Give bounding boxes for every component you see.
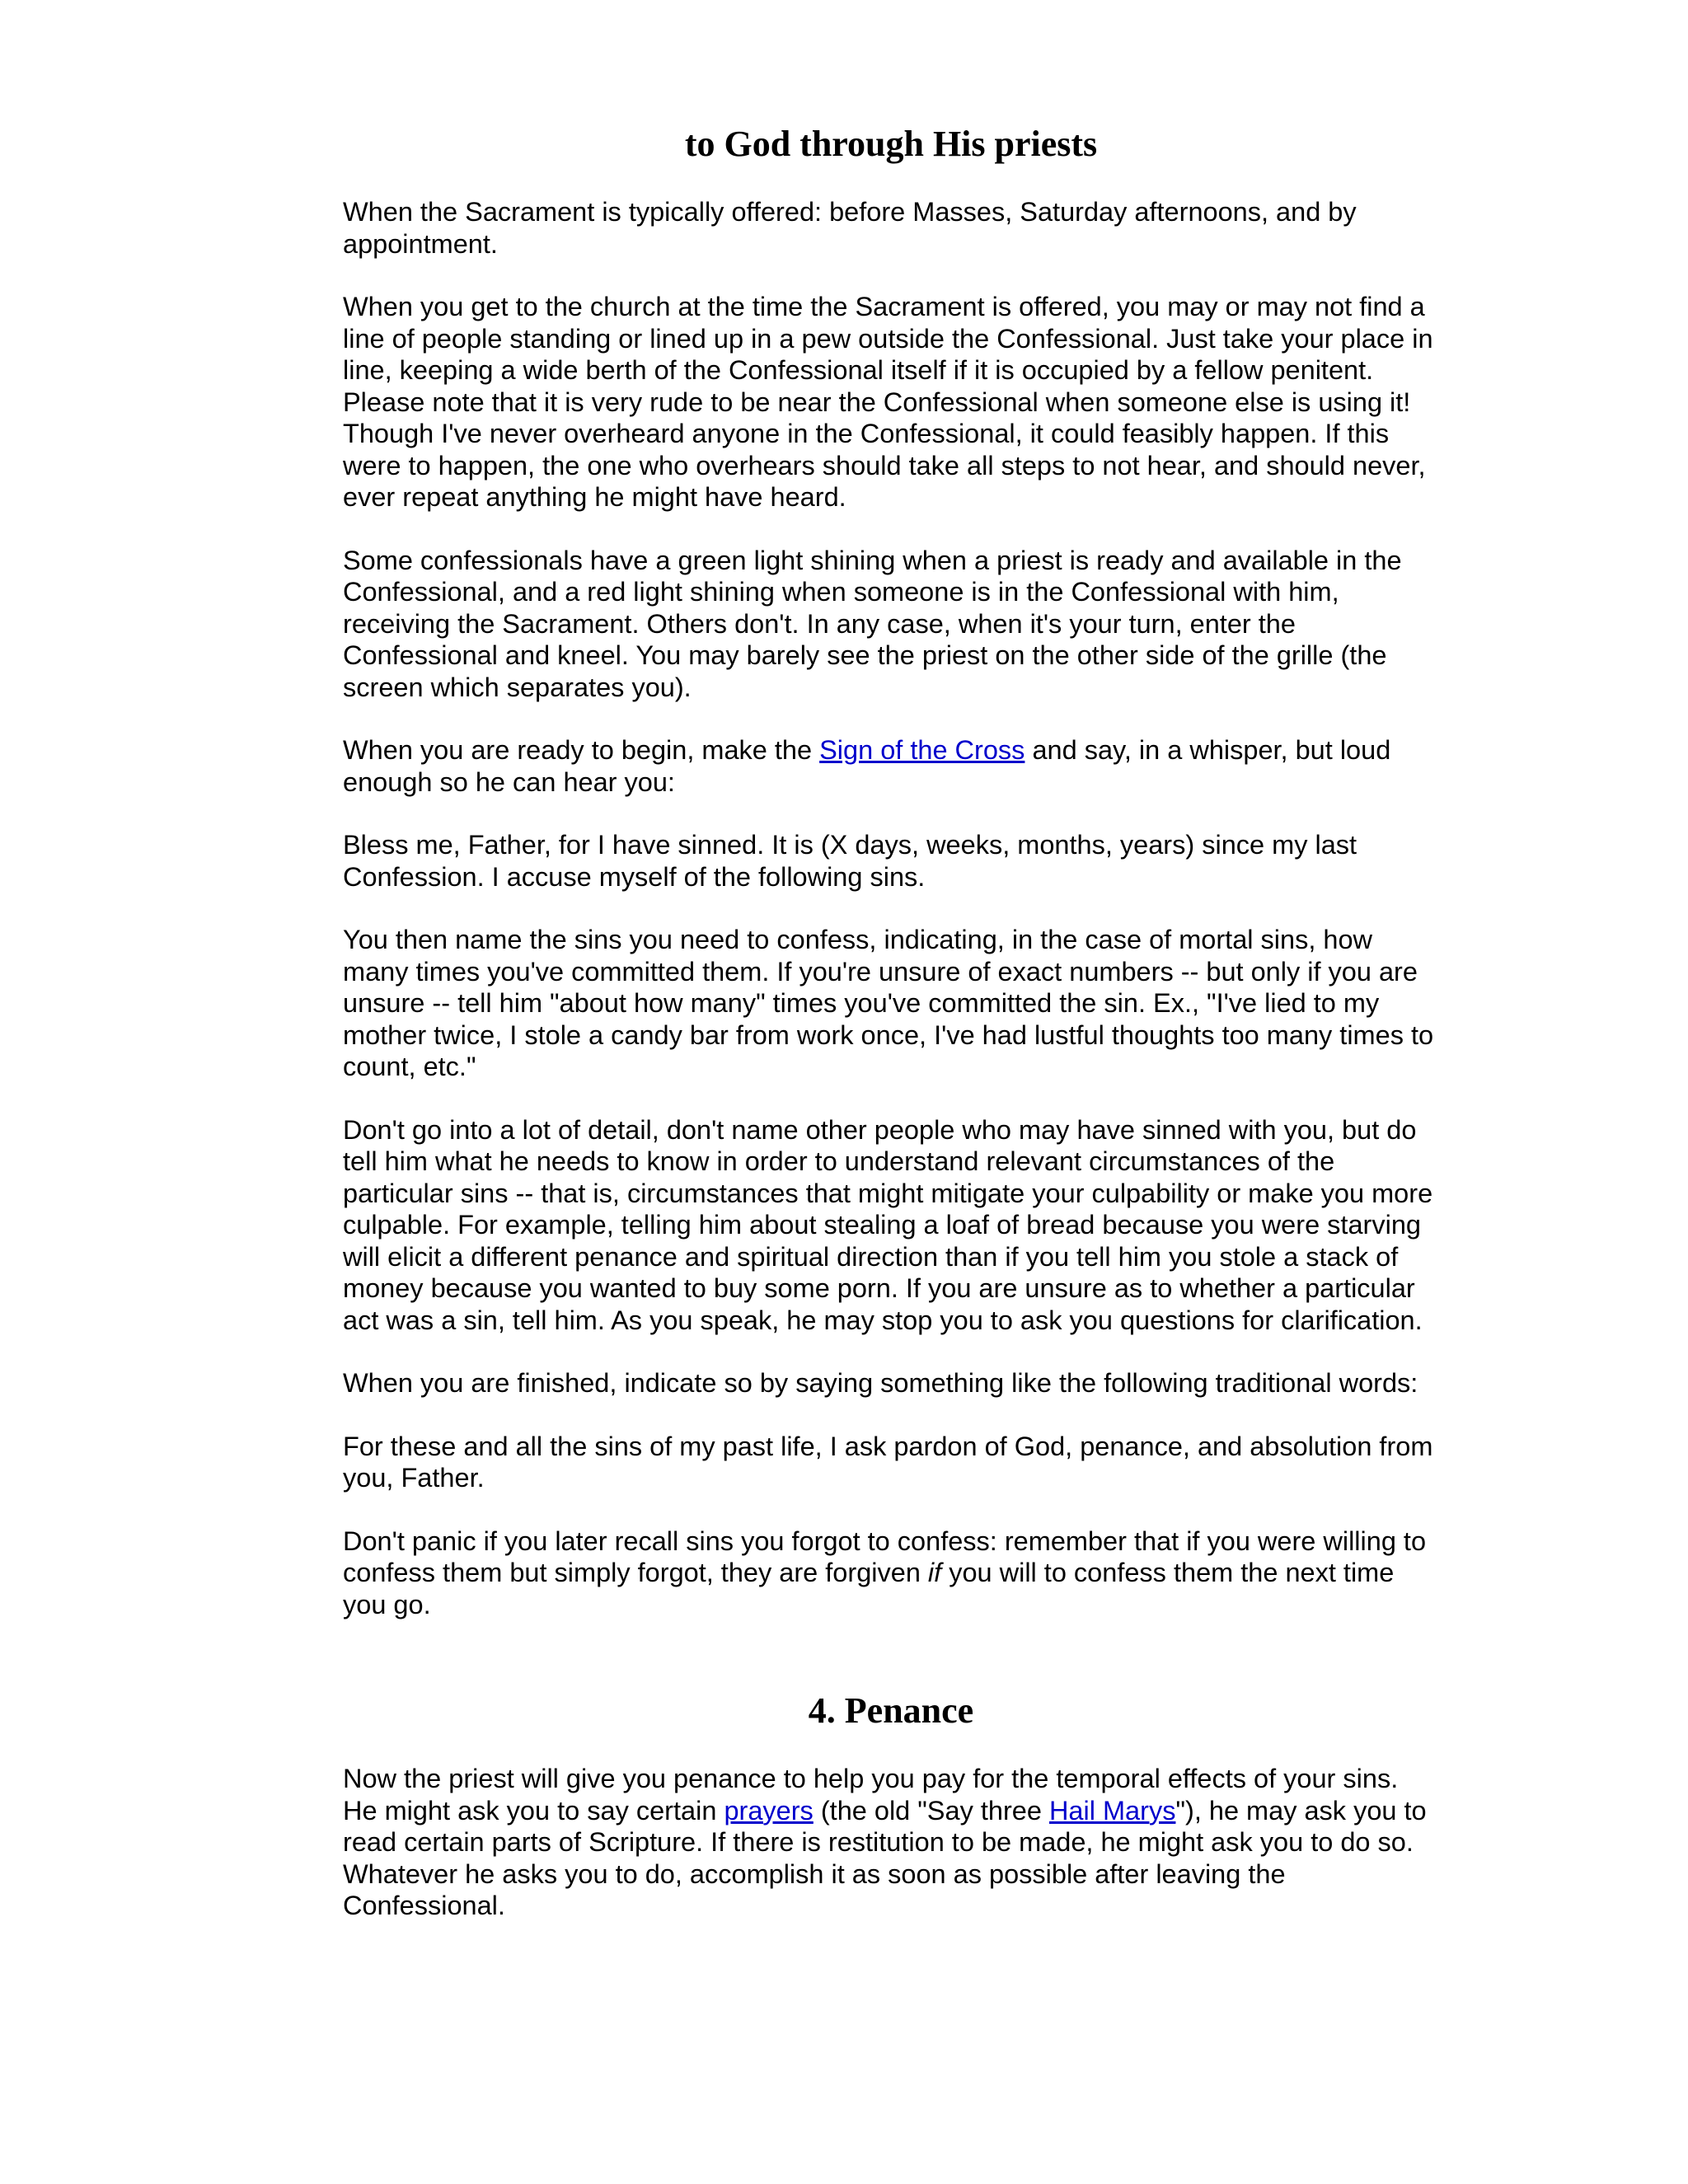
paragraph-finished: When you are finished, indicate so by saying something like the following traditional words:: [343, 1368, 1418, 1398]
text-segment: Now the priest will give you penance to help you pay for the temporal effects of your sins. He might ask you to say certain: [343, 1764, 1399, 1825]
paragraph-forgotten-sins: [343, 1526, 1439, 1621]
document-page: [343, 122, 1439, 1953]
text-segment: and say, in a whisper, but loud enough so he can hear you:: [343, 735, 1391, 797]
text-segment: (the old "Say three: [813, 1795, 1049, 1825]
paragraph-when-offered: When the Sacrament is typically offered: before Masses, Saturday afternoons, and by appointment.: [343, 197, 1357, 259]
text-segment: you will to confess them the next time you go.: [343, 1558, 1395, 1619]
paragraph-penance: [343, 1763, 1439, 1922]
closing-prayer-quote: For these and all the sins of my past life, I ask pardon of God, penance, and absolution from you, Father.: [343, 1431, 1433, 1493]
text-segment: "), he may ask you to read certain parts of Scripture. If there is restitution to be made, he might ask you to do so. Whatever he asks you to do, accomplish it as soon as possible after leaving the Confessional.: [343, 1795, 1427, 1920]
text-segment: Don't panic if you later recall sins you forgot to confess: remember that if you were willing to confess them but simply forgot, they are forgiven: [343, 1526, 1427, 1587]
penance-heading: 4. Penance: [808, 1690, 974, 1731]
paragraph-begin: [343, 734, 1439, 798]
text-segment: When you are ready to begin, make the: [343, 735, 820, 765]
section-heading: to God through His priests: [684, 124, 1098, 164]
sign-of-the-cross-link[interactable]: Sign of the Cross: [819, 735, 1025, 765]
opening-prayer-quote: Bless me, Father, for I have sinned. It is (X days, weeks, months, years) since my last Confession. I accuse myself of the following sins.: [343, 830, 1357, 892]
paragraph-waiting-in-line: When you get to the church at the time the Sacrament is offered, you may or may not find a line of people standing or lined up in a pew outside the Confessional. Just take your place in line, keeping a wide berth of the Confessional itself if it is occupied by a fellow penitent. Please note that it is very rude to be near the Confessional when someone else is using it! Though I've never overheard anyone in the Confessional, it could feasibly happen. If this were to happen, the one who overhears should take all steps to not hear, and should never, ever repeat anything he might have heard.: [343, 292, 1433, 512]
paragraph-detail: Don't go into a lot of detail, don't name other people who may have sinned with you, but do tell him what he needs to know in order to understand relevant circumstances of the particular sins -- that is, circumstances that might mitigate your culpability or make you more culpable. For example, telling him about stealing a loaf of bread because you were starving will elicit a different penance and spiritual direction than if you tell him you stole a stack of money because you wanted to buy some porn. If you are unsure as to whether a particular act was a sin, tell him. As you speak, he may stop you to ask you questions for clarification.: [343, 1114, 1433, 1335]
paragraph-confessional-lights: Some confessionals have a green light shining when a priest is ready and available in the Confessional, and a red light shining when someone is in the Confessional with him, receiving the Sacrament. Others don't. In any case, when it's your turn, enter the Confessional and kneel. You may barely see the priest on the other side of the grille (the screen which separates you).: [343, 545, 1402, 702]
paragraph-name-sins: You then name the sins you need to confess, indicating, in the case of mortal sins, how many times you've committed them. If you're unsure of exact numbers -- but only if you are unsure -- tell him "about how many" times you've committed the sin. Ex., "I've lied to my mother twice, I stole a candy bar from work once, I've had lustful thoughts too many times to count, etc.": [343, 925, 1434, 1081]
emphasis-text: if: [927, 1558, 942, 1587]
hail-marys-link[interactable]: Hail Marys: [1048, 1795, 1176, 1825]
prayers-link[interactable]: prayers: [724, 1795, 814, 1825]
